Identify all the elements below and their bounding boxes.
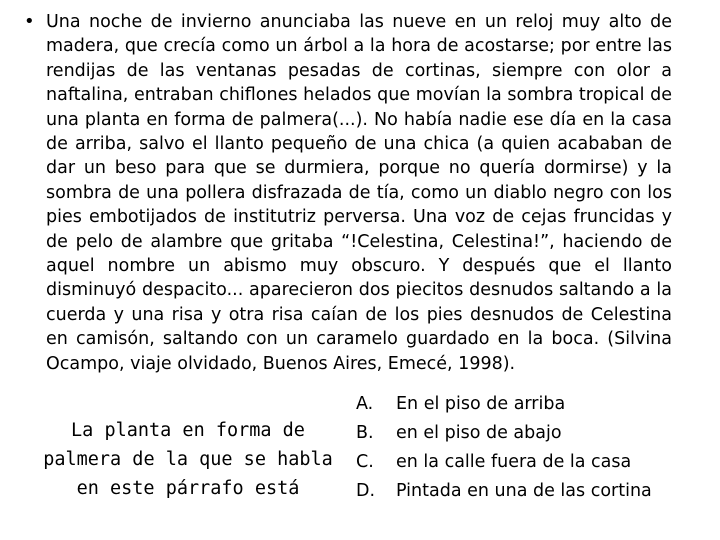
option-letter: B. [356, 423, 374, 443]
option-text: en la calle fuera de la casa [396, 452, 632, 472]
answer-options [356, 390, 696, 506]
question-stem: La planta en forma de palmera de la que se habla en este párrafo está [43, 420, 333, 499]
option-letter: D. [356, 481, 376, 501]
option-letter: A. [356, 394, 374, 414]
option-text: en el piso de abajo [396, 423, 562, 443]
option-letter: C. [356, 452, 374, 472]
option-a[interactable] [356, 390, 696, 419]
bullet-point: • [24, 11, 35, 32]
option-c[interactable] [356, 448, 696, 477]
option-b[interactable] [356, 419, 696, 448]
option-text: Pintada en una de las cortina [396, 481, 652, 501]
option-text: En el piso de arriba [396, 394, 566, 414]
option-d[interactable] [356, 477, 696, 506]
reading-passage: Una noche de invierno anunciaba las nueve en un reloj muy alto de madera, que crecía como un árbol a la hora de acostarse; por entre las rendijas de las ventanas pesadas de cortinas, siempre con olor a naftalina, entraban chiflones helados que movían la sombra tropical de una planta en forma de palmera(...). No había nadie ese día en la casa de arriba, salvo el llanto pequeño de una chica (a quien acababan de dar un beso para que se durmiera, porque no quería dormirse) y la sombra de una pollera disfrazada de tía, como un diablo negro con los pies embotijados de institutriz perversa. Una voz de cejas fruncidas y de pelo de alambre que gritaba “!Celestina, Celestina!”, haciendo de aquel nombre un abismo muy obscuro. Y después que el llanto disminuyó despacito... aparecieron dos piecitos desnudos saltando a la cuerda y una risa y otra risa caían de los pies desnudos de Celestina en camisón, saltando con un caramelo guardado en la boca. (Silvina Ocampo, viaje olvidado, Buenos Aires, Emecé, 1998). [46, 12, 672, 374]
